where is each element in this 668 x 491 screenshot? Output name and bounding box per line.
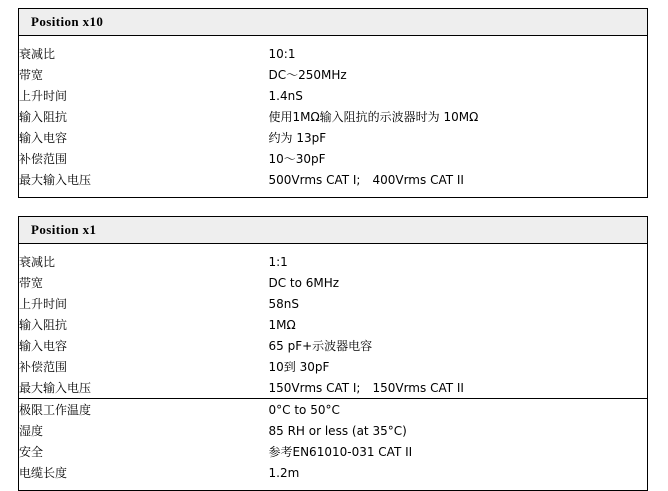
row-value: 参考EN61010-031 CAT II xyxy=(268,445,413,459)
row-value: DC to 6MHz xyxy=(268,275,340,290)
row-value: 150Vrms CAT I; 150Vrms CAT II xyxy=(268,381,464,395)
table-row xyxy=(19,251,648,272)
table-row xyxy=(19,335,648,356)
row-label: 补偿范围 xyxy=(19,360,68,374)
table-row xyxy=(19,399,648,421)
row-label: 极限工作温度 xyxy=(19,399,269,421)
row-label: 最大输入电压 xyxy=(19,381,92,395)
table-row xyxy=(19,127,648,148)
table-row xyxy=(19,293,648,314)
row-value: 约为 13pF xyxy=(268,131,327,145)
table-title: Position x1 xyxy=(19,217,648,244)
row-label: 带宽 xyxy=(19,68,44,82)
row-label: 衰减比 xyxy=(19,255,56,269)
row-label: 输入电容 xyxy=(19,339,68,353)
row-value: 1.4nS xyxy=(268,88,303,103)
row-value: 500Vrms CAT I; 400Vrms CAT II xyxy=(268,173,464,187)
row-label: 最大输入电压 xyxy=(19,173,92,187)
row-value: 10:1 xyxy=(268,46,296,61)
row-value: 10到 30pF xyxy=(268,360,330,374)
table-row xyxy=(19,314,648,335)
spacer-cell xyxy=(19,190,269,198)
row-label: 带宽 xyxy=(19,276,44,290)
row-label: 电缆长度 xyxy=(19,466,68,480)
table-title: Position x10 xyxy=(19,9,648,36)
table-row xyxy=(19,420,648,441)
row-label: 上升时间 xyxy=(19,89,68,103)
row-label: 安全 xyxy=(19,445,44,459)
row-value: 85 RH or less (at 35°C) xyxy=(268,423,407,438)
spacer-cell xyxy=(19,244,269,252)
row-label: 补偿范围 xyxy=(19,152,68,166)
table-row xyxy=(19,64,648,85)
table-row xyxy=(19,377,648,399)
table-row xyxy=(19,148,648,169)
row-value: 1.2m xyxy=(268,465,300,480)
row-label: 湿度 xyxy=(19,424,44,438)
table-row xyxy=(19,85,648,106)
spacer-row xyxy=(19,190,648,198)
row-value: DC～250MHz xyxy=(268,68,347,82)
row-value: 1MΩ xyxy=(268,317,296,332)
table-row xyxy=(19,43,648,64)
spacer-cell xyxy=(269,36,648,44)
table-row xyxy=(19,106,648,127)
row-label: 输入阻抗 xyxy=(19,318,68,332)
spacer-row xyxy=(19,36,648,44)
spacer-cell xyxy=(269,244,648,252)
row-label: 输入电容 xyxy=(19,131,68,145)
spacer-row xyxy=(19,244,648,252)
row-value: 使用1MΩ输入阻抗的示波器时为 10MΩ xyxy=(268,110,479,124)
table-title-row xyxy=(19,217,648,244)
table-row xyxy=(19,272,648,293)
table-row xyxy=(19,441,648,462)
spacer-cell xyxy=(19,36,269,44)
row-value: 10～30pF xyxy=(268,152,326,166)
row-value: 0°C to 50°C xyxy=(269,399,648,421)
row-label: 衰减比 xyxy=(19,47,56,61)
table-row xyxy=(19,169,648,190)
row-label: 上升时间 xyxy=(19,297,68,311)
row-value: 58nS xyxy=(268,296,299,311)
table-title-row xyxy=(19,9,648,36)
row-value: 1:1 xyxy=(268,254,288,269)
table-row xyxy=(19,462,648,483)
spec-table-position-x10 xyxy=(18,8,648,198)
spec-table-position-x1 xyxy=(18,216,648,491)
row-label: 输入阻抗 xyxy=(19,110,68,124)
spacer-cell xyxy=(269,190,648,198)
row-value: 65 pF+示波器电容 xyxy=(268,339,373,353)
table-row xyxy=(19,356,648,377)
